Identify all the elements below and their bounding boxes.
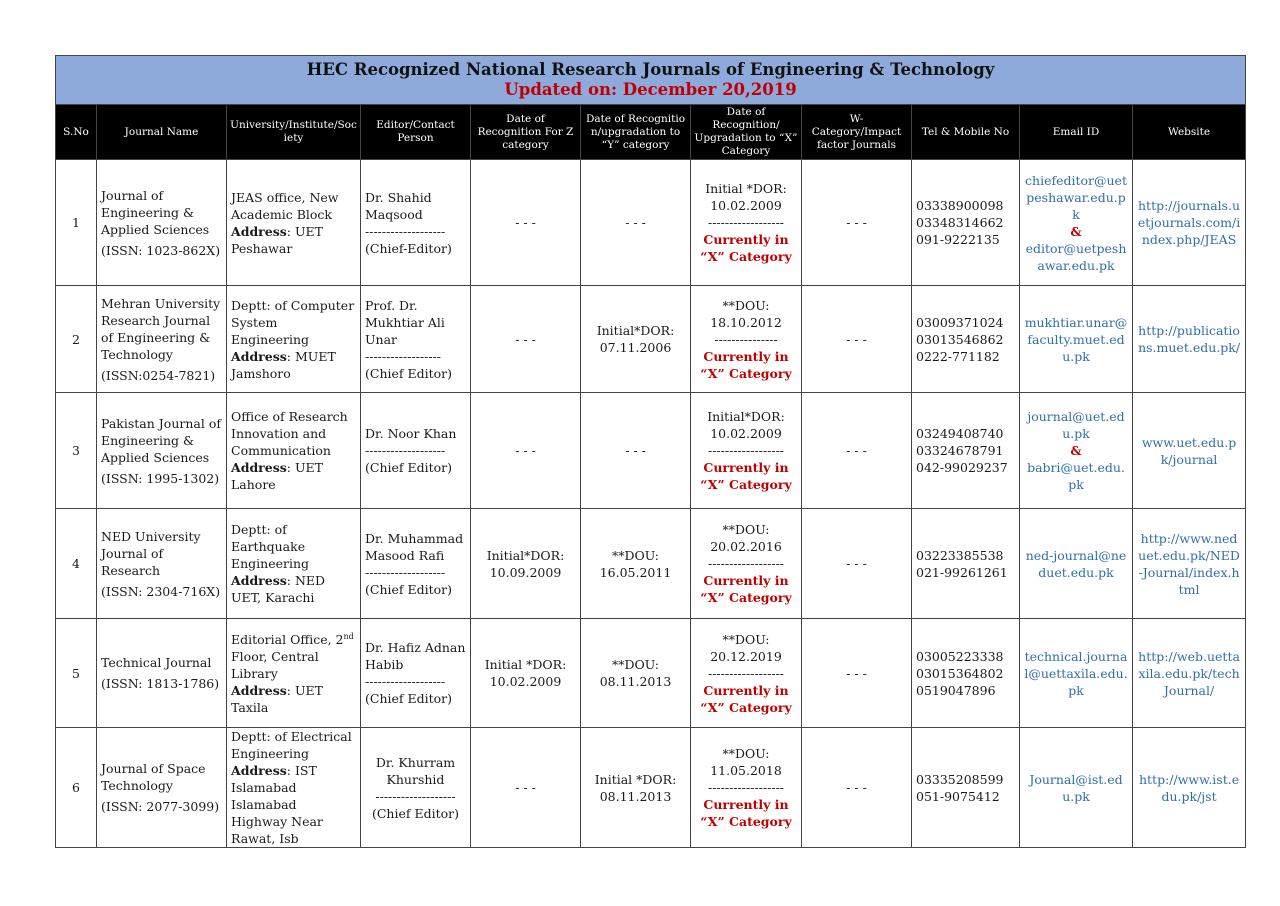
cell-institution [227,160,361,286]
email-address[interactable]: mukhtiar.unar@faculty.muet.edu.pk [1024,314,1128,364]
cell-journal-name [97,160,227,286]
x-category-label: “X” Category [700,477,792,492]
cell-website [1133,509,1246,619]
editor-role: (Chief Editor) [365,365,453,381]
editor-name: Dr. Muhammad Masood Rafi [365,530,464,563]
website-link[interactable]: http://www.ist.edu.pk/jst [1138,771,1240,804]
cell-institution [227,286,361,393]
serial-number: 4 [72,556,80,571]
phone-number: 0222-771182 [916,348,1000,364]
editor-divider: ------------------- [375,788,456,804]
address-label: Address [231,763,287,778]
address-label: Address [231,348,287,364]
w-category-value: - - - [846,443,867,458]
cell-institution [227,509,361,619]
cell-w-category [802,160,912,286]
address-value: : IST Islamabad Islamabad Highway Near Rawat, Isb [231,763,323,846]
cell-email [1020,160,1133,286]
phone-number: 051-9075412 [916,788,1000,804]
y-category-value: - - - [625,443,646,458]
editor-role: (Chief Editor) [365,581,453,597]
cell-editor [361,393,471,509]
phone-number: 03223385538 [916,547,1004,563]
serial-number: 1 [72,215,80,230]
x-category-status: Currently in [703,460,789,475]
cell-z-category [471,393,581,509]
header-email: Email ID [1020,105,1133,160]
journal-name-line: Technical Journal [101,655,212,670]
table-row [56,286,1246,393]
cell-x-category [691,160,802,286]
cell-phone [912,160,1020,286]
journal-name-line: Journal of Space Technology [101,761,206,793]
header-w-category: W-Category/Impact factor Journals [802,105,912,160]
cell-w-category [802,286,912,393]
x-category-label: “X” Category [700,814,792,829]
email-address-secondary[interactable]: babri@uet.edu.pk [1027,460,1125,492]
editor-role: (Chief Editor) [371,805,459,821]
editor-name: Dr. Noor Khan [365,426,457,441]
y-category-value: - - - [625,215,646,230]
cell-editor [361,160,471,286]
w-category-value: - - - [846,331,867,347]
x-category-status: Currently in [703,573,789,588]
phone-number: 03338900098 [916,198,1004,213]
phone-number: 03005223338 [916,648,1004,664]
address-value: : UET Peshawar [231,223,323,256]
cell-sno [56,619,97,728]
institution-line: Deptt: of Earthquake Engineering [231,522,310,571]
x-category-status: Currently in [703,232,789,247]
website-link[interactable]: http://web.uettaxila.edu.pk/techJournal/ [1138,648,1240,698]
cell-email [1020,728,1133,848]
cell-email [1020,393,1133,509]
institution-line [231,632,354,681]
email-address[interactable]: Journal@ist.edu.pk [1029,771,1123,804]
cell-x-category [691,286,802,393]
cell-z-category [471,728,581,848]
y-category-value: Initial *DOR: 08.11.2013 [594,771,677,804]
cell-institution [227,619,361,728]
cell-email [1020,619,1133,728]
x-category-date: **DOU: 20.02.2016 [710,522,782,554]
journals-table [55,55,1246,848]
institution-line: Deptt: of Computer System Engineering [231,297,355,347]
cell-phone [912,509,1020,619]
journal-name-line: Mehran University Research Journal of Engineering & Technology [101,295,221,362]
cell-website [1133,619,1246,728]
header-row [56,105,1246,160]
cell-x-category [691,509,802,619]
institution-line: JEAS office, New Academic Block [231,189,339,222]
z-category-value: - - - [515,215,536,230]
email-address[interactable]: chiefeditor@uetpeshawar.edu.pk [1025,172,1127,222]
w-category-value: - - - [846,215,867,230]
z-category-value: - - - [515,443,536,458]
cell-website [1133,393,1246,509]
cell-website [1133,160,1246,286]
ampersand: & [1070,443,1082,458]
y-category-value: **DOU: 16.05.2011 [599,547,672,580]
editor-role: (Chief Editor) [365,691,453,706]
email-address-secondary[interactable]: editor@uetpeshawar.edu.pk [1025,240,1127,273]
header-sno: S.No [56,105,97,160]
cell-sno [56,509,97,619]
z-category-value: - - - [515,780,536,795]
cell-w-category [802,393,912,509]
phone-number: 03324678791 [916,443,1004,458]
serial-number: 6 [72,780,80,795]
journals-sheet [55,55,1245,848]
phone-number: 03009371024 [916,314,1004,330]
cell-editor [361,619,471,728]
table-row [56,728,1246,848]
cell-w-category [802,728,912,848]
address-value: : MUET Jamshoro [231,348,336,381]
table-title-cell [56,56,1246,105]
header-website: Website [1133,105,1246,160]
cell-y-category [581,286,691,393]
header-university: University/Institute/Society [227,105,361,160]
website-link[interactable]: http://www.neduet.edu.pk/NED-Journal/index.html [1138,530,1240,597]
editor-name: Dr. Shahid Maqsood [365,189,432,222]
header-editor: Editor/Contact Person [361,105,471,160]
editor-divider: ------------------- [365,674,446,689]
address-label: Address [231,223,287,239]
cell-editor [361,286,471,393]
journal-name-line: NED University Journal of Research [101,528,201,578]
table-row [56,393,1246,509]
address-value: : UET Taxila [231,682,323,715]
cell-email [1020,509,1133,619]
cell-phone [912,286,1020,393]
phone-number: 03015364802 [916,665,1004,681]
address-label: Address [231,573,287,588]
cell-sno [56,393,97,509]
x-category-divider: ------------------ [707,780,785,795]
editor-role: (Chief Editor) [365,460,453,475]
x-category-divider: ------------------ [707,215,785,230]
cell-z-category [471,286,581,393]
cell-phone [912,393,1020,509]
x-category-divider: ------------------ [707,443,785,458]
x-category-divider: ------------------ [707,556,785,571]
email-address[interactable]: technical.journal@uettaxila.edu.pk [1024,648,1128,698]
journal-name-line: (ISSN: 2304-716X) [101,583,221,599]
journal-name-line: Journal of [101,187,164,203]
institution-line: Deptt: of Electrical Engineering [231,729,352,761]
address-value: : UET Lahore [231,460,323,492]
journal-name-line: (ISSN:0254-7821) [101,367,216,383]
cell-phone [912,728,1020,848]
journal-name-line: (ISSN: 1995-1302) [101,470,220,486]
editor-divider: ------------------- [365,564,446,580]
cell-z-category [471,509,581,619]
cell-sno [56,286,97,393]
cell-y-category [581,160,691,286]
cell-website [1133,728,1246,848]
editor-name: Dr. Hafiz Adnan Habib [365,640,466,672]
cell-sno [56,160,97,286]
cell-w-category [802,509,912,619]
serial-number: 2 [72,331,80,347]
x-category-date: Initial*DOR: 10.02.2009 [707,409,785,441]
phone-number: 042-99029237 [916,460,1008,475]
x-category-date: **DOU: 18.10.2012 [710,297,782,330]
journal-name-line: (ISSN: 1023-862X) [101,242,221,258]
table-row [56,160,1246,286]
cell-y-category [581,393,691,509]
editor-divider: ------------------ [365,348,442,364]
cell-x-category [691,728,802,848]
x-category-status: Currently in [703,682,789,698]
cell-z-category [471,160,581,286]
editor-divider: ------------------- [365,443,446,458]
w-category-value: - - - [846,556,867,571]
editor-name: Prof. Dr. Mukhtiar Ali Unar [365,297,445,347]
email-address[interactable]: journal@uet.edu.pk [1027,409,1125,441]
ordinal-suffix: nd [343,631,354,641]
x-category-status: Currently in [703,348,789,364]
x-category-label: “X” Category [700,249,792,264]
address-label: Address [231,460,287,475]
cell-editor [361,728,471,848]
x-category-date: Initial *DOR: 10.02.2009 [705,181,787,213]
cell-y-category [581,728,691,848]
cell-sno [56,728,97,848]
institution-text: Editorial Office, 2 [231,631,344,647]
cell-journal-name [97,393,227,509]
cell-x-category [691,393,802,509]
cell-journal-name [97,286,227,393]
website-link[interactable]: http://publications.muet.edu.pk/ [1138,323,1241,355]
cell-z-category [471,619,581,728]
cell-w-category [802,619,912,728]
phone-number: 03249408740 [916,426,1004,441]
header-z-category: Date of Recognition For Z category [471,105,581,160]
header-x-category: Date of Recognition/ Upgradation to “X” Category [691,105,802,160]
phone-number: 091-9222135 [916,232,1000,247]
cell-journal-name [97,728,227,848]
x-category-status: Currently in [703,797,789,812]
institution-line: Office of Research Innovation and Communication [231,409,348,458]
editor-role: (Chief-Editor) [365,240,452,256]
cell-institution [227,728,361,848]
serial-number: 5 [72,665,80,681]
table-body [56,160,1246,848]
cell-journal-name [97,619,227,728]
journal-name-line: Pakistan Journal of Engineering & Applied Sciences [101,415,221,465]
x-category-label: “X” Category [700,699,792,715]
website-link[interactable]: www.uet.edu.pk/journal [1141,434,1237,467]
editor-divider: ------------------- [365,223,446,239]
phone-number: 021-99261261 [916,564,1008,580]
z-category-value: Initial*DOR: 10.09.2009 [486,547,565,580]
phone-number: 03335208599 [916,771,1004,787]
header-y-category: Date of Recognition/upgradation to “Y” category [581,105,691,160]
editor-name: Dr. Khurram Khurshid [375,754,456,787]
email-address[interactable]: ned-journal@neduet.edu.pk [1025,547,1127,580]
ampersand: & [1070,223,1082,239]
cell-institution [227,393,361,509]
cell-y-category [581,509,691,619]
cell-website [1133,286,1246,393]
z-category-value: - - - [515,331,536,347]
w-category-value: - - - [846,665,867,681]
w-category-value: - - - [846,780,867,795]
x-category-divider: --------------- [714,331,778,347]
website-link[interactable]: http://journals.uetjournals.com/index.php/JEAS [1137,198,1241,247]
journal-name-line: Engineering & [101,204,195,220]
updated-date: Updated on: December 20,2019 [504,80,797,99]
header-journal: Journal Name [97,105,227,160]
table-title: HEC Recognized National Research Journals of Engineering & Technology [306,60,995,79]
header-tel: Tel & Mobile No [912,105,1020,160]
table-row [56,619,1246,728]
cell-journal-name [97,509,227,619]
cell-y-category [581,619,691,728]
cell-editor [361,509,471,619]
x-category-divider: ------------------ [707,665,785,681]
institution-text-cont: Floor, Central Library [231,648,319,681]
phone-number: 0519047896 [916,682,996,698]
x-category-date: **DOU: 20.12.2019 [710,631,782,664]
address-value: : NED UET, Karachi [231,573,326,605]
cell-phone [912,619,1020,728]
cell-email [1020,286,1133,393]
journal-name-line: (ISSN: 2077-3099) [101,799,220,814]
phone-number: 03013546862 [916,331,1004,347]
serial-number: 3 [72,443,80,458]
x-category-label: “X” Category [700,365,792,381]
phone-number: 03348314662 [916,215,1004,230]
journal-name-line: Applied Sciences [101,221,210,237]
y-category-value: Initial*DOR: 07.11.2006 [596,323,675,355]
journal-name-line: (ISSN: 1813-1786) [101,676,220,691]
table-row [56,509,1246,619]
z-category-value: Initial *DOR: 10.02.2009 [484,657,567,689]
address-label: Address [231,682,287,698]
x-category-date: **DOU: 11.05.2018 [710,746,782,778]
cell-x-category [691,619,802,728]
x-category-label: “X” Category [700,590,792,605]
y-category-value: **DOU: 08.11.2013 [599,657,672,689]
